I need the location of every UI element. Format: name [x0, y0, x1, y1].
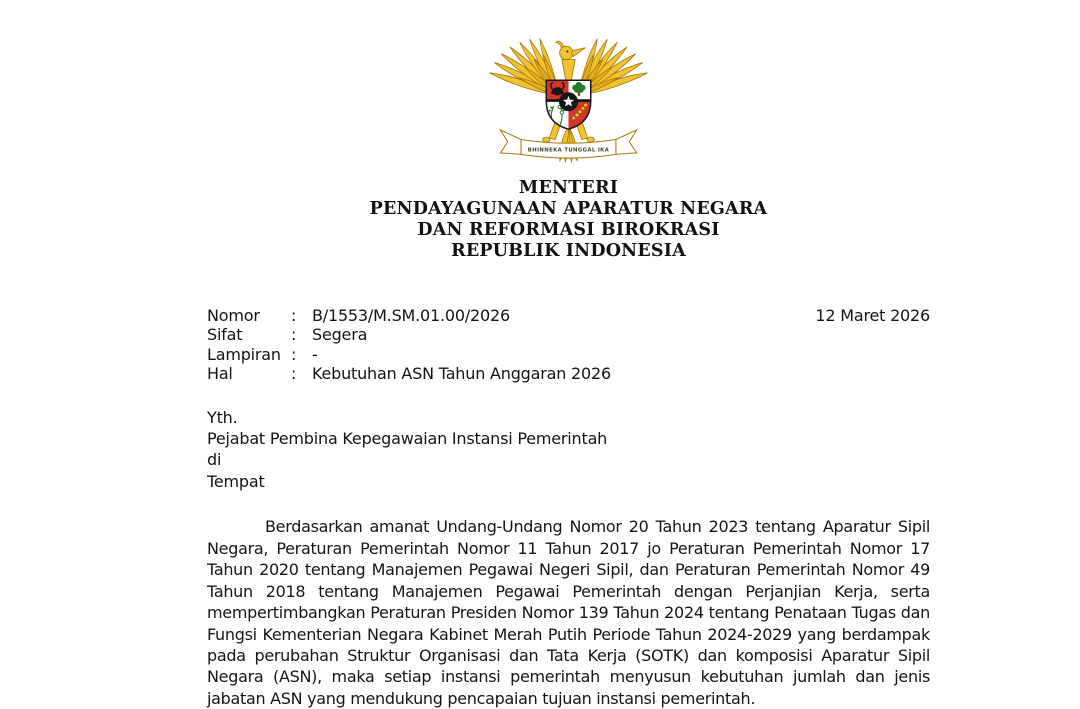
star-icon	[559, 92, 578, 111]
garuda-emblem-svg	[487, 15, 650, 167]
letterhead	[207, 15, 930, 262]
meta-row-sifat	[207, 325, 930, 344]
letterhead-line-reform: DAN REFORMASI BIROKRASI	[417, 220, 720, 240]
letter-date: 12 Maret 2026	[815, 306, 930, 325]
recipient-name: Pejabat Pembina Kepegawaian Instansi Pemerintah	[207, 429, 608, 449]
meta-label: Lampiran	[207, 344, 281, 364]
recipient-block	[207, 407, 930, 493]
letterhead-title-block	[207, 178, 930, 262]
emblem-banner-text: BHINNEKA TUNGGAL IKA	[527, 147, 610, 154]
garuda-pancasila-emblem	[487, 15, 650, 167]
letter-page	[207, 0, 930, 709]
meta-value: B/1553/M.SM.01.00/2026	[312, 306, 510, 325]
letter-paragraph: Berdasarkan amanat Undang-Undang Nomor 20 Tahun 2023 tentang Aparatur Sipil Negara, Peraturan Pemerintah Nomor 11 Tahun 2017 jo Peraturan Pemerintah Nomor 17 Tahun 2020 tentang Manajemen Pegawai Negeri Sipil, dan Peraturan Pemerintah Nomor 49 Tahun 2018 tentang Manajemen Pegawai Pemerintah dengan Perjanjian Kerja, serta mempertimbangkan Peraturan Presiden Nomor 139 Tahun 2024 tentang Penataan Tugas dan Fungsi Kementerian Negara Kabinet Merah Putih Periode Tahun 2024-2029 yang berdampak pada perubahan Struktur Organisasi dan Tata Kerja (SOTK) dan komposisi Aparatur Sipil Negara (ASN), maka setiap instansi pemerintah menyusun kebutuhan jumlah dan jenis jabatan ASN yang mendukung pencapaian tujuan instansi pemerintah.	[207, 517, 930, 708]
letterhead-line-republic: REPUBLIK INDONESIA	[451, 241, 686, 261]
meta-label: Hal	[207, 364, 233, 384]
recipient-place: Tempat	[207, 471, 265, 491]
meta-value: -	[312, 344, 318, 364]
meta-row-lampiran	[207, 345, 930, 364]
letterhead-line-ministry: PENDAYAGUNAAN APARATUR NEGARA	[369, 199, 768, 219]
meta-separator: :	[291, 325, 297, 345]
letter-body	[207, 516, 930, 709]
recipient-di: di	[207, 450, 222, 470]
meta-separator: :	[291, 344, 297, 364]
letterhead-line-menteri: MENTERI	[518, 178, 619, 198]
pancasila-shield	[543, 79, 593, 131]
meta-value: Segera	[312, 325, 368, 345]
meta-label: Nomor	[207, 306, 260, 325]
meta-separator: :	[291, 306, 297, 325]
meta-label: Sifat	[207, 325, 243, 345]
meta-separator: :	[291, 364, 297, 384]
meta-row-hal	[207, 364, 930, 383]
letter-meta	[207, 306, 930, 384]
meta-value: Kebutuhan ASN Tahun Anggaran 2026	[312, 364, 611, 384]
recipient-salutation: Yth.	[207, 407, 238, 427]
